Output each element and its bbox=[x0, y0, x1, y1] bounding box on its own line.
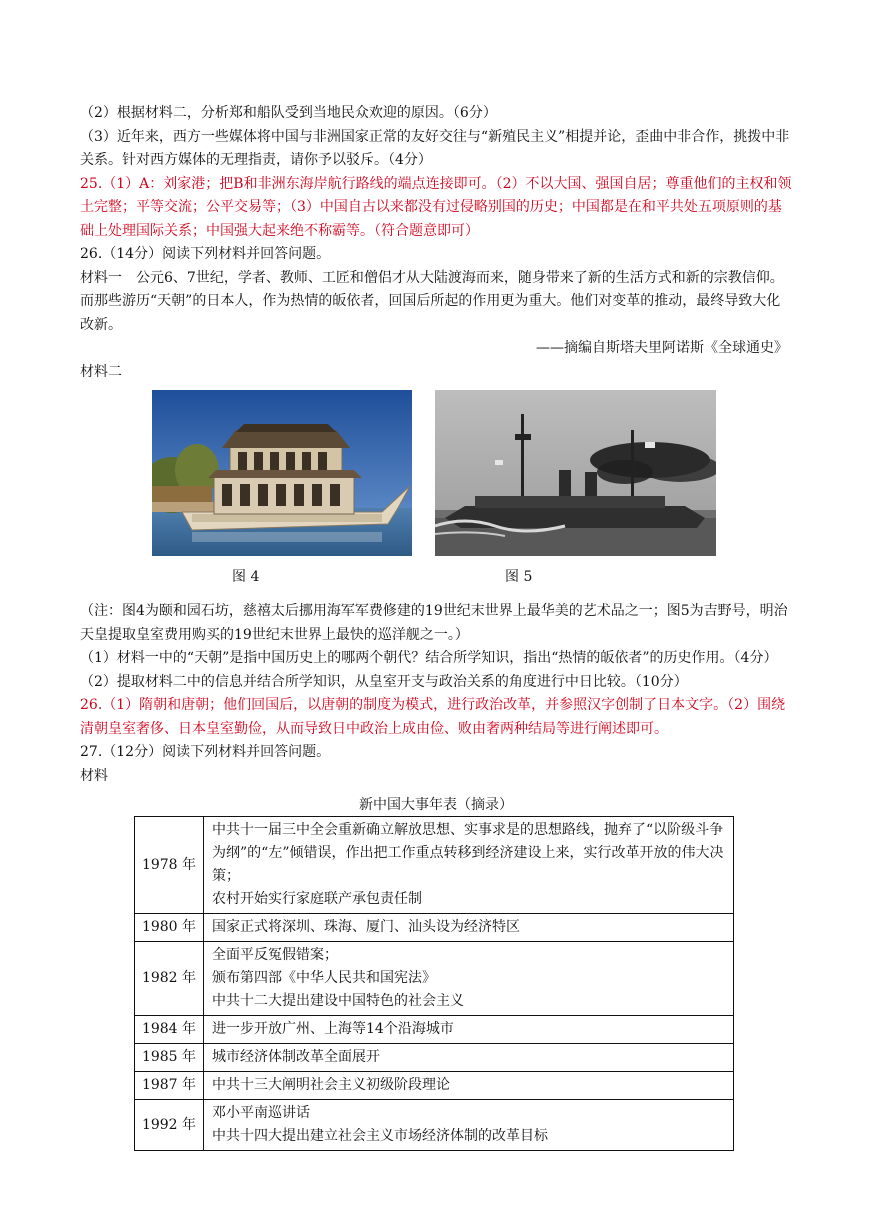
event-text: 城市经济体制改革全面展开 bbox=[212, 1049, 380, 1065]
table-row bbox=[135, 1072, 734, 1100]
events-cell bbox=[204, 817, 734, 914]
document-page bbox=[80, 102, 792, 1151]
question-26-2: （2）提取材料二中的信息并结合所学知识，从皇室开支与政治关系的角度进行中日比较。（10分） bbox=[80, 673, 688, 690]
table-row bbox=[135, 1100, 734, 1151]
events-cell bbox=[204, 914, 734, 942]
question-24-3: （3）近年来，西方一些媒体将中国与非洲国家正常的友好交往与“新殖民主义”相提并论，歪曲中非合作，挑拨中非关系。针对西方媒体的无理指责，请你予以驳斥。（4分） bbox=[80, 128, 790, 168]
events-cell bbox=[204, 1072, 734, 1100]
figure-4-caption: 图 4 bbox=[232, 569, 260, 585]
event-text: 进一步开放广州、上海等14个沿海城市 bbox=[212, 1021, 454, 1037]
chronology-table bbox=[134, 816, 734, 1151]
year-cell: 1978 年 bbox=[135, 817, 204, 914]
figure-4-marble-boat-photo bbox=[152, 390, 412, 556]
table-row bbox=[135, 1044, 734, 1072]
year-cell: 1980 年 bbox=[135, 914, 204, 942]
material-one: 材料一 公元6、7世纪，学者、教师、工匠和僧侣才从大陆渡海而来，随身带来了新的生活方式和新的宗教信仰。而那些游历“天朝”的日本人，作为热情的皈依者，回国后所起的作用更为重大。他们对变革的推动，最终导致大化改新。 bbox=[80, 269, 784, 333]
year-cell: 1992 年 bbox=[135, 1100, 204, 1151]
material-two-label: 材料二 bbox=[80, 363, 122, 380]
event-text: 邓小平南巡讲话 bbox=[212, 1105, 310, 1121]
events-cell bbox=[204, 1044, 734, 1072]
table-row bbox=[135, 942, 734, 1016]
figures-row bbox=[80, 390, 792, 600]
year-cell: 1985 年 bbox=[135, 1044, 204, 1072]
event-text: 全面平反冤假错案； bbox=[212, 947, 338, 963]
event-text: 颁布第四部《中华人民共和国宪法》 bbox=[212, 970, 436, 986]
event-text: 国家正式将深圳、珠海、厦门、汕头设为经济特区 bbox=[212, 919, 520, 935]
year-cell: 1982 年 bbox=[135, 942, 204, 1016]
event-text: 中共十一届三中全会重新确立解放思想、实事求是的思想路线，抛弃了“以阶级斗争为纲”的“左”倾错误，作出把工作重点转移到经济建设上来，实行改革开放的伟大决策； bbox=[212, 822, 724, 884]
question-26-heading: 26.（14分）阅读下列材料并回答问题。 bbox=[80, 246, 331, 262]
year-cell: 1984 年 bbox=[135, 1016, 204, 1044]
question-27-heading: 27.（12分）阅读下列材料并回答问题。 bbox=[80, 744, 331, 760]
event-text: 中共十四大提出建立社会主义市场经济体制的改革目标 bbox=[212, 1128, 548, 1144]
question-26-1: （1）材料一中的“天朝”是指中国历史上的哪两个朝代？结合所学知识，指出“热情的皈依者”的历史作用。（4分） bbox=[80, 650, 778, 666]
question-24-2: （2）根据材料二，分析郑和船队受到当地民众欢迎的原因。（6分） bbox=[80, 105, 497, 121]
figure-5-yoshino-cruiser-photo bbox=[435, 390, 716, 556]
table-row bbox=[135, 914, 734, 942]
events-cell bbox=[204, 1100, 734, 1151]
figure-note: （注：图4为颐和园石坊，慈禧太后挪用海军军费修建的19世纪末世界上最华美的艺术品之一；图5为吉野号，明治天皇提取皇室费用购买的19世纪末世界上最快的巡洋舰之一。） bbox=[80, 603, 788, 643]
answer-25: 25.（1）A：刘家港；把B和非洲东海岸航行路线的端点连接即可。（2）不以大国、强国自居；尊重他们的主权和领土完整；平等交流；公平交易等；（3）中国自古以来都没有过侵略别国的历史；中国都是在和平共处五项原则的基础上处理国际关系；中国强大起来绝不称霸等。（符合题意即可） bbox=[80, 175, 792, 239]
event-text: 中共十三大阐明社会主义初级阶段理论 bbox=[212, 1077, 450, 1093]
table-title: 新中国大事年表（摘录） bbox=[359, 797, 513, 813]
event-text: 中共十二大提出建设中国特色的社会主义 bbox=[212, 993, 464, 1009]
table-row bbox=[135, 1016, 734, 1044]
figure-5-caption: 图 5 bbox=[505, 569, 533, 585]
year-cell: 1987 年 bbox=[135, 1072, 204, 1100]
material-27-label: 材料 bbox=[80, 767, 108, 784]
answer-26: 26.（1）隋朝和唐朝；他们回国后，以唐朝的制度为模式，进行政治改革，并参照汉字创制了日本文字。（2）围绕清朝皇室奢侈、日本皇室勤俭，从而导致日中政治上成由俭、败由奢两种结局等进行阐述即可。 bbox=[80, 697, 786, 737]
event-text: 农村开始实行家庭联产承包责任制 bbox=[212, 891, 422, 907]
material-one-source: ——摘编自斯塔夫里阿诺斯《全球通史》 bbox=[536, 340, 788, 356]
table-row bbox=[135, 817, 734, 914]
events-cell bbox=[204, 1016, 734, 1044]
events-cell bbox=[204, 942, 734, 1016]
